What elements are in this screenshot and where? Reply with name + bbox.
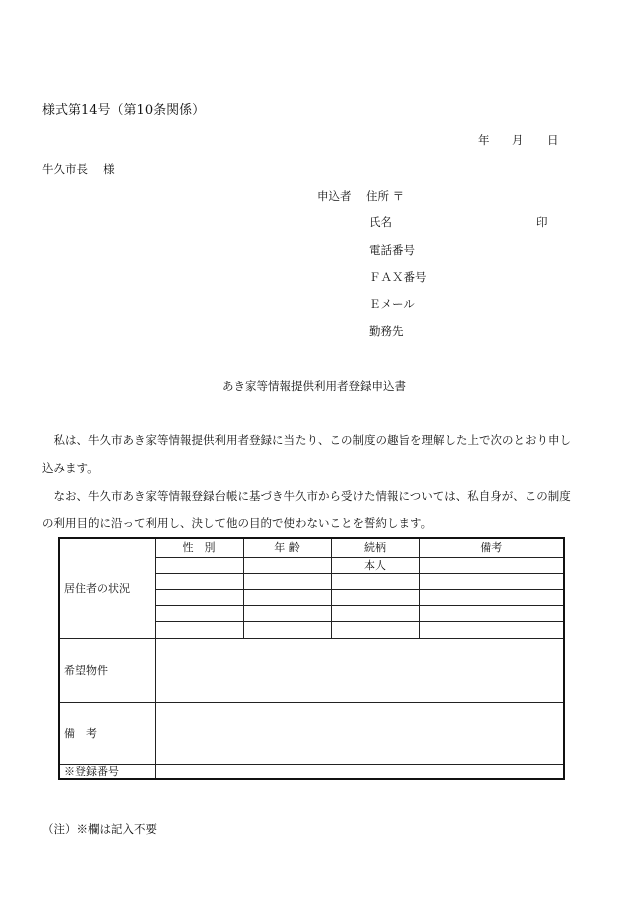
seal-mark: 印 bbox=[536, 215, 548, 229]
date-year-label: 年 bbox=[478, 133, 490, 147]
body-paragraph-1-line-1: 私は、牛久市あき家等情報提供利用者登録に当たり、この制度の趣旨を理解した上で次のとおり申し bbox=[42, 433, 571, 447]
phone-label: 電話番号 bbox=[369, 243, 415, 257]
address-label: 住所 〒 bbox=[366, 189, 405, 203]
relation-cell: 本人 bbox=[331, 557, 419, 573]
note: （注）※欄は記入不要 bbox=[42, 822, 157, 836]
remarks-cell[interactable] bbox=[419, 589, 564, 605]
header-remarks: 備考 bbox=[419, 538, 564, 557]
remarks-cell[interactable] bbox=[419, 573, 564, 589]
gender-cell[interactable] bbox=[155, 605, 243, 621]
residents-label: 居住者の状況 bbox=[59, 538, 155, 638]
relation-cell[interactable] bbox=[331, 621, 419, 638]
remarks-cell[interactable] bbox=[419, 605, 564, 621]
fax-label: ＦＡＸ番号 bbox=[369, 270, 427, 284]
email-label: Ｅメール bbox=[369, 297, 415, 311]
header-relation: 続柄 bbox=[331, 538, 419, 557]
remarks-cell[interactable] bbox=[419, 621, 564, 638]
date-month-label: 月 bbox=[512, 133, 524, 147]
age-cell[interactable] bbox=[243, 605, 331, 621]
age-cell[interactable] bbox=[243, 621, 331, 638]
addressee: 牛久市長 様 bbox=[42, 162, 115, 176]
desired-property-field[interactable] bbox=[155, 638, 564, 702]
registration-number-row bbox=[59, 764, 564, 779]
body-paragraph-2-line-2: の利用目的に沿って利用し、決して他の目的で使わないことを誓約します。 bbox=[42, 516, 433, 530]
table-header-row bbox=[59, 538, 564, 557]
relation-cell[interactable] bbox=[331, 573, 419, 589]
gender-cell[interactable] bbox=[155, 557, 243, 573]
header-gender: 性 別 bbox=[155, 538, 243, 557]
relation-cell[interactable] bbox=[331, 589, 419, 605]
registration-number-label: ※登録番号 bbox=[59, 764, 155, 779]
gender-cell[interactable] bbox=[155, 589, 243, 605]
gender-cell[interactable] bbox=[155, 621, 243, 638]
registration-form-table bbox=[58, 537, 565, 780]
remarks-field[interactable] bbox=[155, 702, 564, 764]
document-title: あき家等情報提供利用者登録申込書 bbox=[222, 379, 406, 393]
age-cell[interactable] bbox=[243, 573, 331, 589]
body-paragraph-1-line-2: 込みます。 bbox=[42, 461, 99, 475]
header-age: 年 齢 bbox=[243, 538, 331, 557]
age-cell[interactable] bbox=[243, 589, 331, 605]
name-label: 氏名 bbox=[369, 215, 392, 229]
relation-cell[interactable] bbox=[331, 605, 419, 621]
body-paragraph-2-line-1: なお、牛久市あき家等情報登録台帳に基づき牛久市から受けた情報については、私自身が、この制度 bbox=[42, 489, 571, 503]
desired-property-row bbox=[59, 638, 564, 702]
date-day-label: 日 bbox=[547, 133, 559, 147]
workplace-label: 勤務先 bbox=[369, 324, 404, 338]
registration-number-field bbox=[155, 764, 564, 779]
desired-property-label: 希望物件 bbox=[59, 638, 155, 702]
remarks-row bbox=[59, 702, 564, 764]
gender-cell[interactable] bbox=[155, 573, 243, 589]
applicant-label: 申込者 bbox=[317, 189, 352, 203]
remarks-row-label: 備 考 bbox=[59, 702, 155, 764]
age-cell[interactable] bbox=[243, 557, 331, 573]
form-number: 様式第14号（第10条関係） bbox=[42, 103, 206, 118]
remarks-cell[interactable] bbox=[419, 557, 564, 573]
